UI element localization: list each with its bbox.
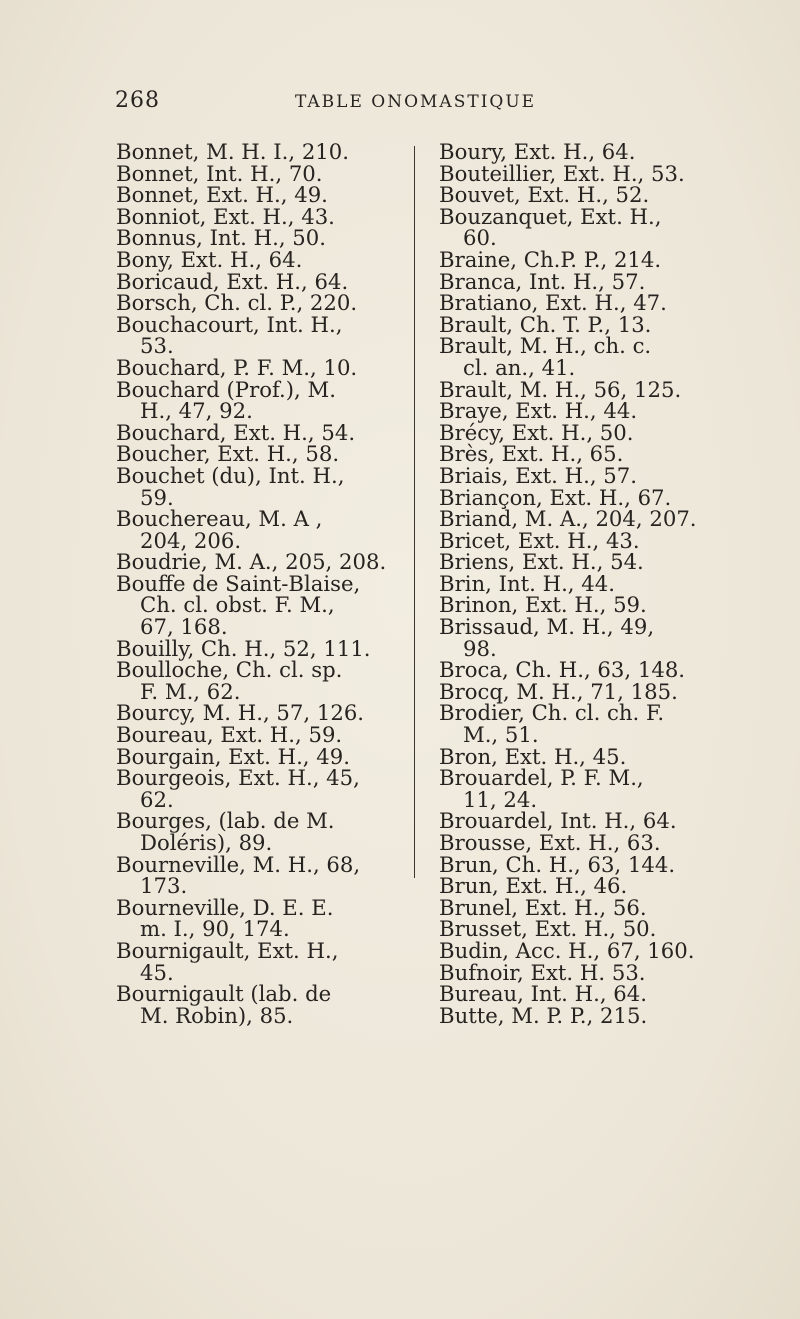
index-entry bbox=[439, 419, 739, 445]
index-entry bbox=[439, 767, 739, 810]
index-entry-continuation: 45. bbox=[140, 959, 174, 985]
index-entry bbox=[116, 851, 404, 899]
index-entry bbox=[439, 376, 739, 402]
index-entry bbox=[439, 335, 739, 378]
index-entry-continuation: 53. bbox=[140, 333, 174, 359]
index-entry bbox=[439, 894, 739, 920]
index-entry bbox=[116, 983, 404, 1026]
index-entry bbox=[439, 484, 739, 510]
index-entry-text: Bouchard (Prof.), M. bbox=[116, 376, 336, 402]
index-entry-continuation: Ch. cl. obst. F. M., bbox=[140, 592, 335, 618]
index-entry-text: Bournigault, Ext. H., bbox=[116, 937, 339, 963]
index-entry bbox=[439, 311, 739, 337]
index-entry bbox=[439, 983, 739, 1005]
index-entry-text: Bouilly, Ch. H., 52, 111. bbox=[116, 635, 371, 661]
index-entry-text: Brès, Ext. H., 65. bbox=[439, 441, 624, 467]
index-entry-text: Brusset, Ext. H., 50. bbox=[439, 916, 657, 942]
index-entry bbox=[116, 419, 404, 445]
column-divider bbox=[414, 146, 415, 878]
index-entry-text: Bricet, Ext. H., 43. bbox=[439, 527, 640, 553]
index-entry-text: Boulloche, Ch. cl. sp. bbox=[116, 657, 343, 683]
index-entry bbox=[439, 443, 739, 465]
index-entry bbox=[116, 810, 404, 853]
running-title: TABLE ONOMASTIQUE bbox=[295, 92, 537, 112]
index-entry-text: Brin, Int. H., 44. bbox=[439, 570, 615, 596]
index-entry bbox=[439, 1002, 739, 1028]
index-entry bbox=[439, 570, 739, 596]
index-entry bbox=[439, 292, 739, 314]
index-entry-text: Bonnus, Int. H., 50. bbox=[116, 225, 326, 251]
index-entry bbox=[116, 462, 404, 510]
index-entry-text: Boury, Ext. H., 64. bbox=[439, 139, 636, 164]
index-entry-text: Brunel, Ext. H., 56. bbox=[439, 894, 647, 920]
index-entry bbox=[439, 551, 739, 573]
index-entry-text: Bron, Ext. H., 45. bbox=[439, 743, 627, 769]
index-entry-text: Broca, Ch. H., 63, 148. bbox=[439, 657, 686, 683]
index-entry bbox=[439, 462, 739, 488]
index-entry-continuation: 204, 206. bbox=[140, 527, 242, 553]
index-entry-text: Butte, M. P. P., 215. bbox=[439, 1002, 648, 1028]
index-entry-text: Brun, Ch. H., 63, 144. bbox=[439, 851, 676, 877]
index-entry-text: Brousse, Ext. H., 63. bbox=[439, 830, 661, 855]
index-entry-continuation: 59. bbox=[140, 484, 174, 510]
index-entry-text: Branca, Int. H., 57. bbox=[439, 268, 646, 294]
index-entry bbox=[439, 832, 739, 854]
index-entry-continuation: M., 51. bbox=[463, 722, 539, 748]
index-entry bbox=[439, 527, 739, 553]
index-entry-text: Briens, Ext. H., 54. bbox=[439, 549, 644, 575]
index-entry-continuation: 67, 168. bbox=[140, 614, 228, 640]
index-entry bbox=[439, 246, 739, 272]
index-entry-text: Briand, M. A., 204, 207. bbox=[439, 506, 697, 532]
index-entry bbox=[116, 702, 404, 724]
index-entry-text: Bourneville, D. E. E. bbox=[116, 894, 334, 920]
index-entry-text: Boricaud, Ext. H., 64. bbox=[116, 268, 349, 294]
index-entry bbox=[116, 203, 404, 229]
index-entry-continuation: cl. an., 41. bbox=[463, 354, 576, 380]
index-entry bbox=[116, 292, 404, 314]
index-entry bbox=[439, 268, 739, 294]
index-entry-text: Bourgeois, Ext. H., 45, bbox=[116, 765, 360, 791]
index-entry-continuation: 11, 24. bbox=[463, 786, 538, 812]
index-column-right bbox=[439, 141, 739, 1026]
index-entry-text: Bourneville, M. H., 68, bbox=[116, 851, 361, 877]
index-entry bbox=[116, 508, 404, 551]
index-entry-text: Bouvet, Ext. H., 52. bbox=[439, 182, 650, 208]
index-entry-text: Budin, Acc. H., 67, 160. bbox=[439, 937, 695, 963]
index-entry-text: Brouardel, Int. H., 64. bbox=[439, 808, 677, 834]
index-entry-continuation: 173. bbox=[140, 873, 188, 899]
index-entry bbox=[439, 508, 739, 530]
index-entry bbox=[439, 959, 739, 985]
index-entry-continuation: Doléris), 89. bbox=[140, 830, 273, 855]
index-entry bbox=[116, 354, 404, 380]
index-entry-text: Bonnet, Ext. H., 49. bbox=[116, 182, 328, 208]
index-entry-text: Bouzanquet, Ext. H., bbox=[439, 203, 662, 229]
index-entry bbox=[439, 616, 739, 659]
index-entry-text: Bony, Ext. H., 64. bbox=[116, 246, 303, 272]
index-entry bbox=[439, 184, 739, 206]
index-entry-text: Bouchet (du), Int. H., bbox=[116, 462, 345, 488]
index-entry-continuation: m. I., 90, 174. bbox=[140, 916, 290, 942]
index-entry bbox=[439, 400, 739, 422]
index-entry-text: Bratiano, Ext. H., 47. bbox=[439, 290, 667, 316]
index-entry bbox=[116, 724, 404, 746]
index-entry bbox=[116, 551, 404, 573]
index-entry bbox=[439, 743, 739, 769]
index-entry bbox=[439, 160, 739, 186]
index-entry-text: Brun, Ext. H., 46. bbox=[439, 873, 628, 899]
index-entry bbox=[116, 570, 404, 640]
index-entry-text: Briais, Ext. H., 57. bbox=[439, 462, 638, 488]
index-entry-text: Bournigault (lab. de bbox=[116, 981, 332, 1007]
index-entry-text: Brault, M. H., 56, 125. bbox=[439, 376, 682, 402]
index-entry-continuation: 98. bbox=[463, 635, 497, 661]
index-entry bbox=[116, 311, 404, 359]
index-entry bbox=[116, 937, 404, 985]
index-entry-text: Borsch, Ch. cl. P., 220. bbox=[116, 290, 358, 316]
index-entry-text: Bouchacourt, Int. H., bbox=[116, 311, 343, 337]
index-entry-text: Brinon, Ext. H., 59. bbox=[439, 592, 647, 618]
index-entry-text: Bourgain, Ext. H., 49. bbox=[116, 743, 350, 769]
index-entry-text: Braine, Ch.P. P., 214. bbox=[439, 246, 662, 272]
index-entry-text: Brouardel, P. F. M., bbox=[439, 765, 644, 791]
index-entry-text: Bouchard, P. F. M., 10. bbox=[116, 354, 358, 380]
index-entry bbox=[116, 268, 404, 294]
index-entry bbox=[116, 743, 404, 769]
index-entry-text: Braye, Ext. H., 44. bbox=[439, 398, 638, 424]
index-entry bbox=[116, 184, 404, 206]
index-entry-text: Bonnet, M. H. I., 210. bbox=[116, 139, 350, 164]
index-entry-text: Briançon, Ext. H., 67. bbox=[439, 484, 672, 510]
index-entry-text: Bufnoir, Ext. H. 53. bbox=[439, 959, 646, 985]
index-entry-text: Bouchard, Ext. H., 54. bbox=[116, 419, 356, 445]
index-entry bbox=[116, 659, 404, 702]
index-entry bbox=[439, 937, 739, 963]
index-entry-text: Bureau, Int. H., 64. bbox=[439, 981, 648, 1007]
index-entry bbox=[439, 918, 739, 940]
index-entry-text: Brissaud, M. H., 49, bbox=[439, 614, 655, 640]
index-entry bbox=[439, 678, 739, 704]
index-entry-text: Bouffe de Saint-Blaise, bbox=[116, 570, 361, 596]
index-entry bbox=[439, 594, 739, 616]
index-entry-text: Brodier, Ch. cl. ch. F. bbox=[439, 700, 665, 726]
index-entry bbox=[439, 659, 739, 681]
index-entry-continuation: M. Robin), 85. bbox=[140, 1002, 294, 1028]
index-entry-text: Bouteillier, Ext. H., 53. bbox=[439, 160, 685, 186]
index-entry bbox=[439, 851, 739, 877]
index-entry-continuation: F. M., 62. bbox=[140, 678, 241, 704]
index-column-left bbox=[116, 141, 404, 1026]
index-entry bbox=[116, 246, 404, 272]
index-entry bbox=[116, 443, 404, 465]
index-entry-text: Brault, Ch. T. P., 13. bbox=[439, 311, 652, 337]
index-entry-text: Boudrie, M. A., 205, 208. bbox=[116, 549, 387, 575]
index-entry-continuation: 60. bbox=[463, 225, 497, 251]
index-entry-continuation: H., 47, 92. bbox=[140, 398, 253, 424]
index-entry-text: Brault, M. H., ch. c. bbox=[439, 333, 652, 359]
index-entry-text: Brocq, M. H., 71, 185. bbox=[439, 678, 678, 704]
page-number: 268 bbox=[115, 88, 160, 113]
index-entry bbox=[116, 227, 404, 249]
index-entry-text: Bouchereau, M. A , bbox=[116, 506, 323, 532]
index-entry-text: Bonniot, Ext. H., 43. bbox=[116, 203, 335, 229]
index-entry bbox=[439, 700, 739, 748]
index-entry-text: Boureau, Ext. H., 59. bbox=[116, 722, 343, 748]
index-entry-continuation: 62. bbox=[140, 786, 174, 812]
index-entry-text: Bourges, (lab. de M. bbox=[116, 808, 335, 834]
index-entry bbox=[116, 767, 404, 810]
index-entry-text: Bonnet, Int. H., 70. bbox=[116, 160, 323, 186]
index-entry bbox=[439, 875, 739, 897]
index-entry bbox=[116, 894, 404, 942]
index-entry bbox=[116, 376, 404, 424]
index-entry-text: Boucher, Ext. H., 58. bbox=[116, 441, 340, 467]
index-entry bbox=[439, 141, 739, 163]
page-header bbox=[115, 88, 715, 118]
index-entry bbox=[439, 810, 739, 832]
index-entry bbox=[116, 141, 404, 163]
index-entry bbox=[439, 203, 739, 251]
index-entry-text: Bourcy, M. H., 57, 126. bbox=[116, 700, 365, 726]
index-entry-text: Brécy, Ext. H., 50. bbox=[439, 419, 634, 445]
index-entry bbox=[116, 160, 404, 186]
index-entry bbox=[116, 635, 404, 661]
